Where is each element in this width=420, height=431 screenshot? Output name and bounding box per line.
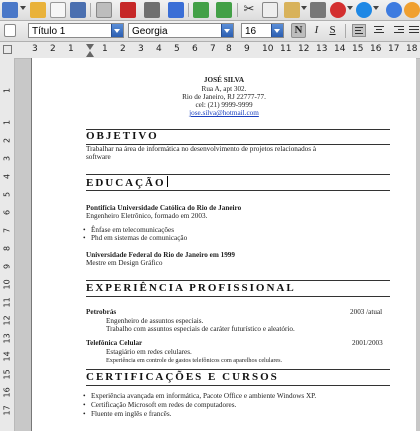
- section-divider: [86, 190, 390, 191]
- toolbar-divider: [188, 3, 189, 17]
- ruler-number: 1: [2, 87, 12, 94]
- ruler-number: 18: [406, 44, 418, 54]
- ruler-number: 1: [68, 44, 74, 54]
- ruler-number: 6: [192, 44, 198, 54]
- underline-button[interactable]: S: [329, 24, 336, 36]
- ruler-number: 7: [2, 227, 12, 234]
- ruler-number: 2: [2, 137, 12, 144]
- phone: cel: (21) 9999-9999: [195, 101, 253, 109]
- address-line-2: Rio de Janeiro, RJ 22777-77.: [182, 93, 266, 101]
- section-divider: [86, 369, 390, 370]
- edu2-course: Mestre em Design Gráfico: [86, 259, 163, 267]
- ruler-number: 12: [298, 44, 310, 54]
- objetivo-text-2: software: [86, 153, 111, 161]
- paragraph-style-value: Título 1: [32, 26, 66, 37]
- chevron-down-icon[interactable]: [373, 6, 379, 10]
- paste-icon[interactable]: [284, 2, 300, 18]
- tab-stop-selector[interactable]: [3, 45, 12, 54]
- justify-button[interactable]: [408, 24, 420, 37]
- ruler-number: 6: [2, 209, 12, 216]
- print-icon[interactable]: [144, 2, 160, 18]
- ruler-number: 11: [2, 297, 12, 308]
- edu1-course: Engenheiro Eletrônico, formado em 2003.: [86, 212, 208, 220]
- list-item: • Certificação Microsoft em redes de computadores.: [91, 401, 236, 410]
- ruler-number: 14: [2, 351, 12, 362]
- chevron-down-icon[interactable]: [221, 24, 233, 37]
- vertical-ruler[interactable]: [0, 58, 15, 431]
- ruler-number: 1: [2, 119, 12, 126]
- ruler-number: 3: [138, 44, 144, 54]
- ruler-number: 11: [280, 44, 292, 54]
- italic-button[interactable]: I: [314, 24, 319, 36]
- redo-icon[interactable]: [356, 2, 372, 18]
- resume-name: JOSÉ SILVA: [203, 76, 245, 84]
- left-indent-marker[interactable]: [86, 51, 94, 57]
- paragraph-style-select[interactable]: [28, 23, 124, 38]
- ruler-number: 9: [244, 44, 250, 54]
- ruler-number: 16: [2, 387, 12, 398]
- email-icon[interactable]: [70, 2, 86, 18]
- section-divider: [86, 280, 390, 281]
- list-item: • Experiência avançada em informática, Pacote Office e ambiente Windows XP.: [91, 392, 316, 401]
- chevron-down-icon[interactable]: [20, 6, 26, 10]
- ruler-number: 9: [2, 263, 12, 270]
- format-paintbrush-icon[interactable]: [310, 2, 326, 18]
- ruler-number: 17: [388, 44, 400, 54]
- exp2-company: Telefônica Celular: [86, 339, 143, 347]
- exp1-role: Engenheiro de assuntos especiais.: [106, 317, 204, 325]
- ruler-number: 1: [102, 44, 108, 54]
- font-size-select[interactable]: [241, 23, 284, 38]
- hyperlink-icon[interactable]: [386, 2, 402, 18]
- copy-icon[interactable]: [262, 2, 278, 18]
- autospellcheck-icon[interactable]: [216, 2, 232, 18]
- ruler-number: 17: [2, 405, 12, 416]
- list-item: • Ênfase em telecomunicações: [91, 226, 174, 235]
- chevron-down-icon[interactable]: [347, 6, 353, 10]
- ruler-number: 15: [2, 369, 12, 380]
- ruler-number: 12: [2, 315, 12, 326]
- toolbar-divider: [90, 3, 91, 17]
- first-line-indent-marker[interactable]: [86, 44, 94, 50]
- ruler-number: 15: [352, 44, 364, 54]
- print-preview-icon[interactable]: [168, 2, 184, 18]
- list-item: • Fluente em inglês e francês.: [91, 410, 171, 419]
- ruler-number: 16: [370, 44, 382, 54]
- ruler-number: 8: [2, 245, 12, 252]
- open-folder-icon[interactable]: [30, 2, 46, 18]
- section-divider: [86, 174, 390, 175]
- section-divider: [86, 385, 390, 386]
- font-size-value: 16: [245, 26, 257, 37]
- ruler-number: 8: [226, 44, 232, 54]
- horizontal-ruler[interactable]: [0, 42, 420, 59]
- exp1-company: Petrobrás: [86, 308, 117, 316]
- standard-toolbar: [0, 0, 420, 21]
- ruler-number: 13: [2, 333, 12, 344]
- undo-icon[interactable]: [330, 2, 346, 18]
- exp2-period: 2001/2003: [352, 339, 383, 347]
- edit-file-icon[interactable]: [96, 2, 112, 18]
- export-pdf-icon[interactable]: [120, 2, 136, 18]
- formatting-toolbar: [0, 21, 420, 42]
- address-line-1: Rua A, apt 302.: [201, 85, 247, 93]
- ruler-number: 5: [2, 191, 12, 198]
- section-title-experiencia: EXPERIÊNCIA PROFISSIONAL: [86, 282, 296, 294]
- ruler-number: 3: [2, 155, 12, 162]
- ruler-number: 2: [50, 44, 56, 54]
- ruler-number: 10: [2, 279, 12, 290]
- ruler-number: 13: [316, 44, 328, 54]
- section-title-educacao-text: EDUCAÇÃO: [86, 177, 166, 189]
- align-left-button[interactable]: [352, 24, 366, 37]
- ruler-number: 2: [120, 44, 126, 54]
- objetivo-text-1: Trabalhar na área de informática no desenvolvimento de projetos relacionados à: [86, 145, 317, 153]
- styles-icon[interactable]: [4, 24, 16, 37]
- email-text[interactable]: jose.silva@hotmail.com: [189, 109, 259, 117]
- new-document-icon[interactable]: [2, 2, 18, 18]
- font-name-select[interactable]: [128, 23, 234, 38]
- cut-icon[interactable]: ✂: [243, 2, 255, 17]
- ruler-number: 5: [174, 44, 180, 54]
- align-center-button[interactable]: [372, 24, 386, 37]
- exp2-desc: Experiência em controle de gastos telefônicos com aparelhos celulares.: [106, 357, 283, 364]
- navigator-icon[interactable]: [404, 2, 420, 18]
- save-icon[interactable]: [50, 2, 66, 18]
- ruler-number: 14: [334, 44, 346, 54]
- toolbar-divider: [237, 3, 238, 17]
- ruler-number: 4: [2, 173, 12, 180]
- ruler-number: 4: [156, 44, 162, 54]
- ruler-number: 10: [262, 44, 274, 54]
- chevron-down-icon[interactable]: [271, 24, 283, 37]
- bold-button[interactable]: N: [291, 23, 306, 38]
- chevron-down-icon[interactable]: [301, 6, 307, 10]
- exp1-period: 2003 /atual: [350, 308, 383, 316]
- spellcheck-icon[interactable]: [193, 2, 209, 18]
- section-title-educacao[interactable]: [86, 176, 168, 189]
- text-cursor: [167, 176, 168, 187]
- edu1-school: Pontifícia Universidade Católica do Rio de Janeiro: [86, 204, 242, 212]
- section-title-objetivo: OBJETIVO: [86, 130, 159, 142]
- ruler-number: 7: [210, 44, 216, 54]
- chevron-down-icon[interactable]: [111, 24, 123, 37]
- edu2-school: Universidade Federal do Rio de Janeiro em 1999: [86, 251, 235, 259]
- list-item: • Phd em sistemas de comunicação: [91, 234, 187, 243]
- email-link[interactable]: [32, 109, 416, 118]
- exp1-desc: Trabalho com assuntos especiais de caráter futurístico e aleatório.: [106, 325, 295, 333]
- font-name-value: Georgia: [132, 26, 168, 37]
- align-right-button[interactable]: [392, 24, 406, 37]
- ruler-number: 3: [32, 44, 38, 54]
- section-title-certificacoes: CERTIFICAÇÕES E CURSOS: [86, 371, 279, 383]
- document-page[interactable]: [31, 58, 416, 431]
- section-divider: [86, 296, 390, 297]
- exp2-role: Estagiário em redes celulares.: [106, 348, 192, 356]
- toolbar-divider: [345, 24, 346, 38]
